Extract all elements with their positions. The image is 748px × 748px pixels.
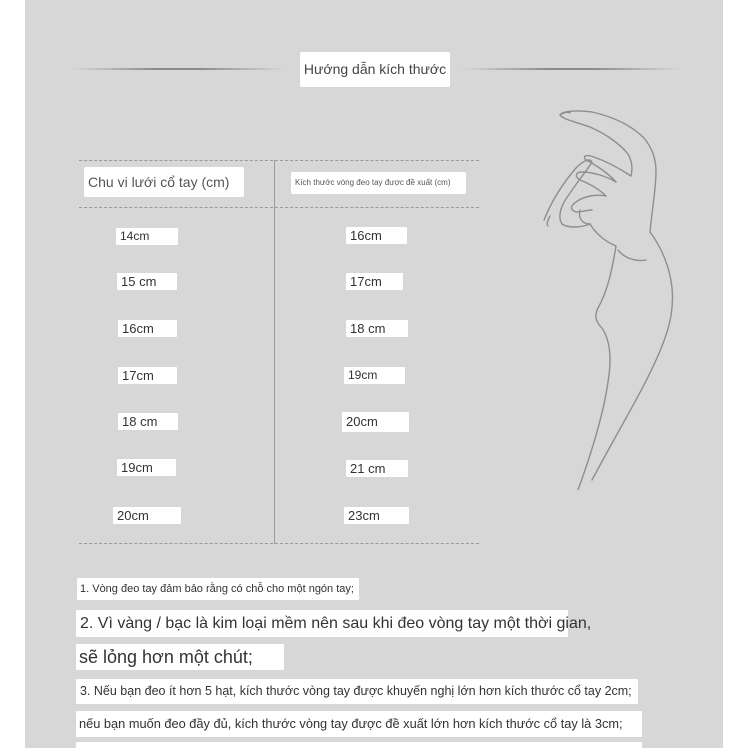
wrist-cell: 15 cm	[117, 273, 177, 290]
wrist-cell: 18 cm	[118, 413, 178, 430]
bracelet-cell: 19cm	[344, 367, 405, 384]
wrist-cell: 14cm	[116, 228, 178, 245]
wrist-column-header: Chu vi lưới cổ tay (cm)	[84, 167, 244, 197]
title-line-right	[462, 68, 680, 70]
bracelet-column-header: Kích thước vòng đeo tay được đề xuất (cm)	[291, 172, 466, 194]
note-3-line-2: nếu bạn muốn đeo đầy đủ, kích thước vòng tay được đề xuất lớn hơn kích thước cổ tay là 3cm;	[76, 711, 642, 737]
table-column-divider	[274, 160, 275, 544]
guide-title: Hướng dẫn kích thước	[300, 52, 450, 87]
wrist-cell: 19cm	[117, 459, 176, 476]
note-3-line-1: 3. Nếu bạn đeo ít hơn 5 hạt, kích thước vòng tay được khuyến nghị lớn hơn kích thước cổ tay 2cm;	[76, 679, 638, 704]
table-bottom-border	[79, 543, 479, 544]
table-top-border	[79, 160, 479, 161]
wrist-cell: 16cm	[118, 320, 177, 337]
title-line-left	[72, 68, 284, 70]
table-header-border	[79, 207, 479, 208]
note-2-line-2: sẽ lỏng hơn một chút;	[76, 644, 284, 670]
wrist-cell: 20cm	[113, 507, 181, 524]
note-2-line-1: 2. Vì vàng / bạc là kim loại mềm nên sau khi đeo vòng tay một thời gian,	[76, 610, 568, 637]
bracelet-cell: 20cm	[342, 412, 409, 432]
bracelet-cell: 16cm	[346, 227, 407, 244]
bracelet-cell: 18 cm	[346, 320, 408, 337]
bracelet-cell: 23cm	[344, 507, 409, 524]
note-next-line-partial	[76, 742, 642, 748]
wrist-cell: 17cm	[118, 367, 177, 384]
bracelet-cell: 21 cm	[346, 460, 408, 477]
note-1: 1. Vòng đeo tay đảm bảo rằng có chỗ cho một ngón tay;	[77, 578, 359, 600]
hand-illustration-icon	[520, 100, 710, 490]
bracelet-cell: 17cm	[346, 273, 403, 290]
